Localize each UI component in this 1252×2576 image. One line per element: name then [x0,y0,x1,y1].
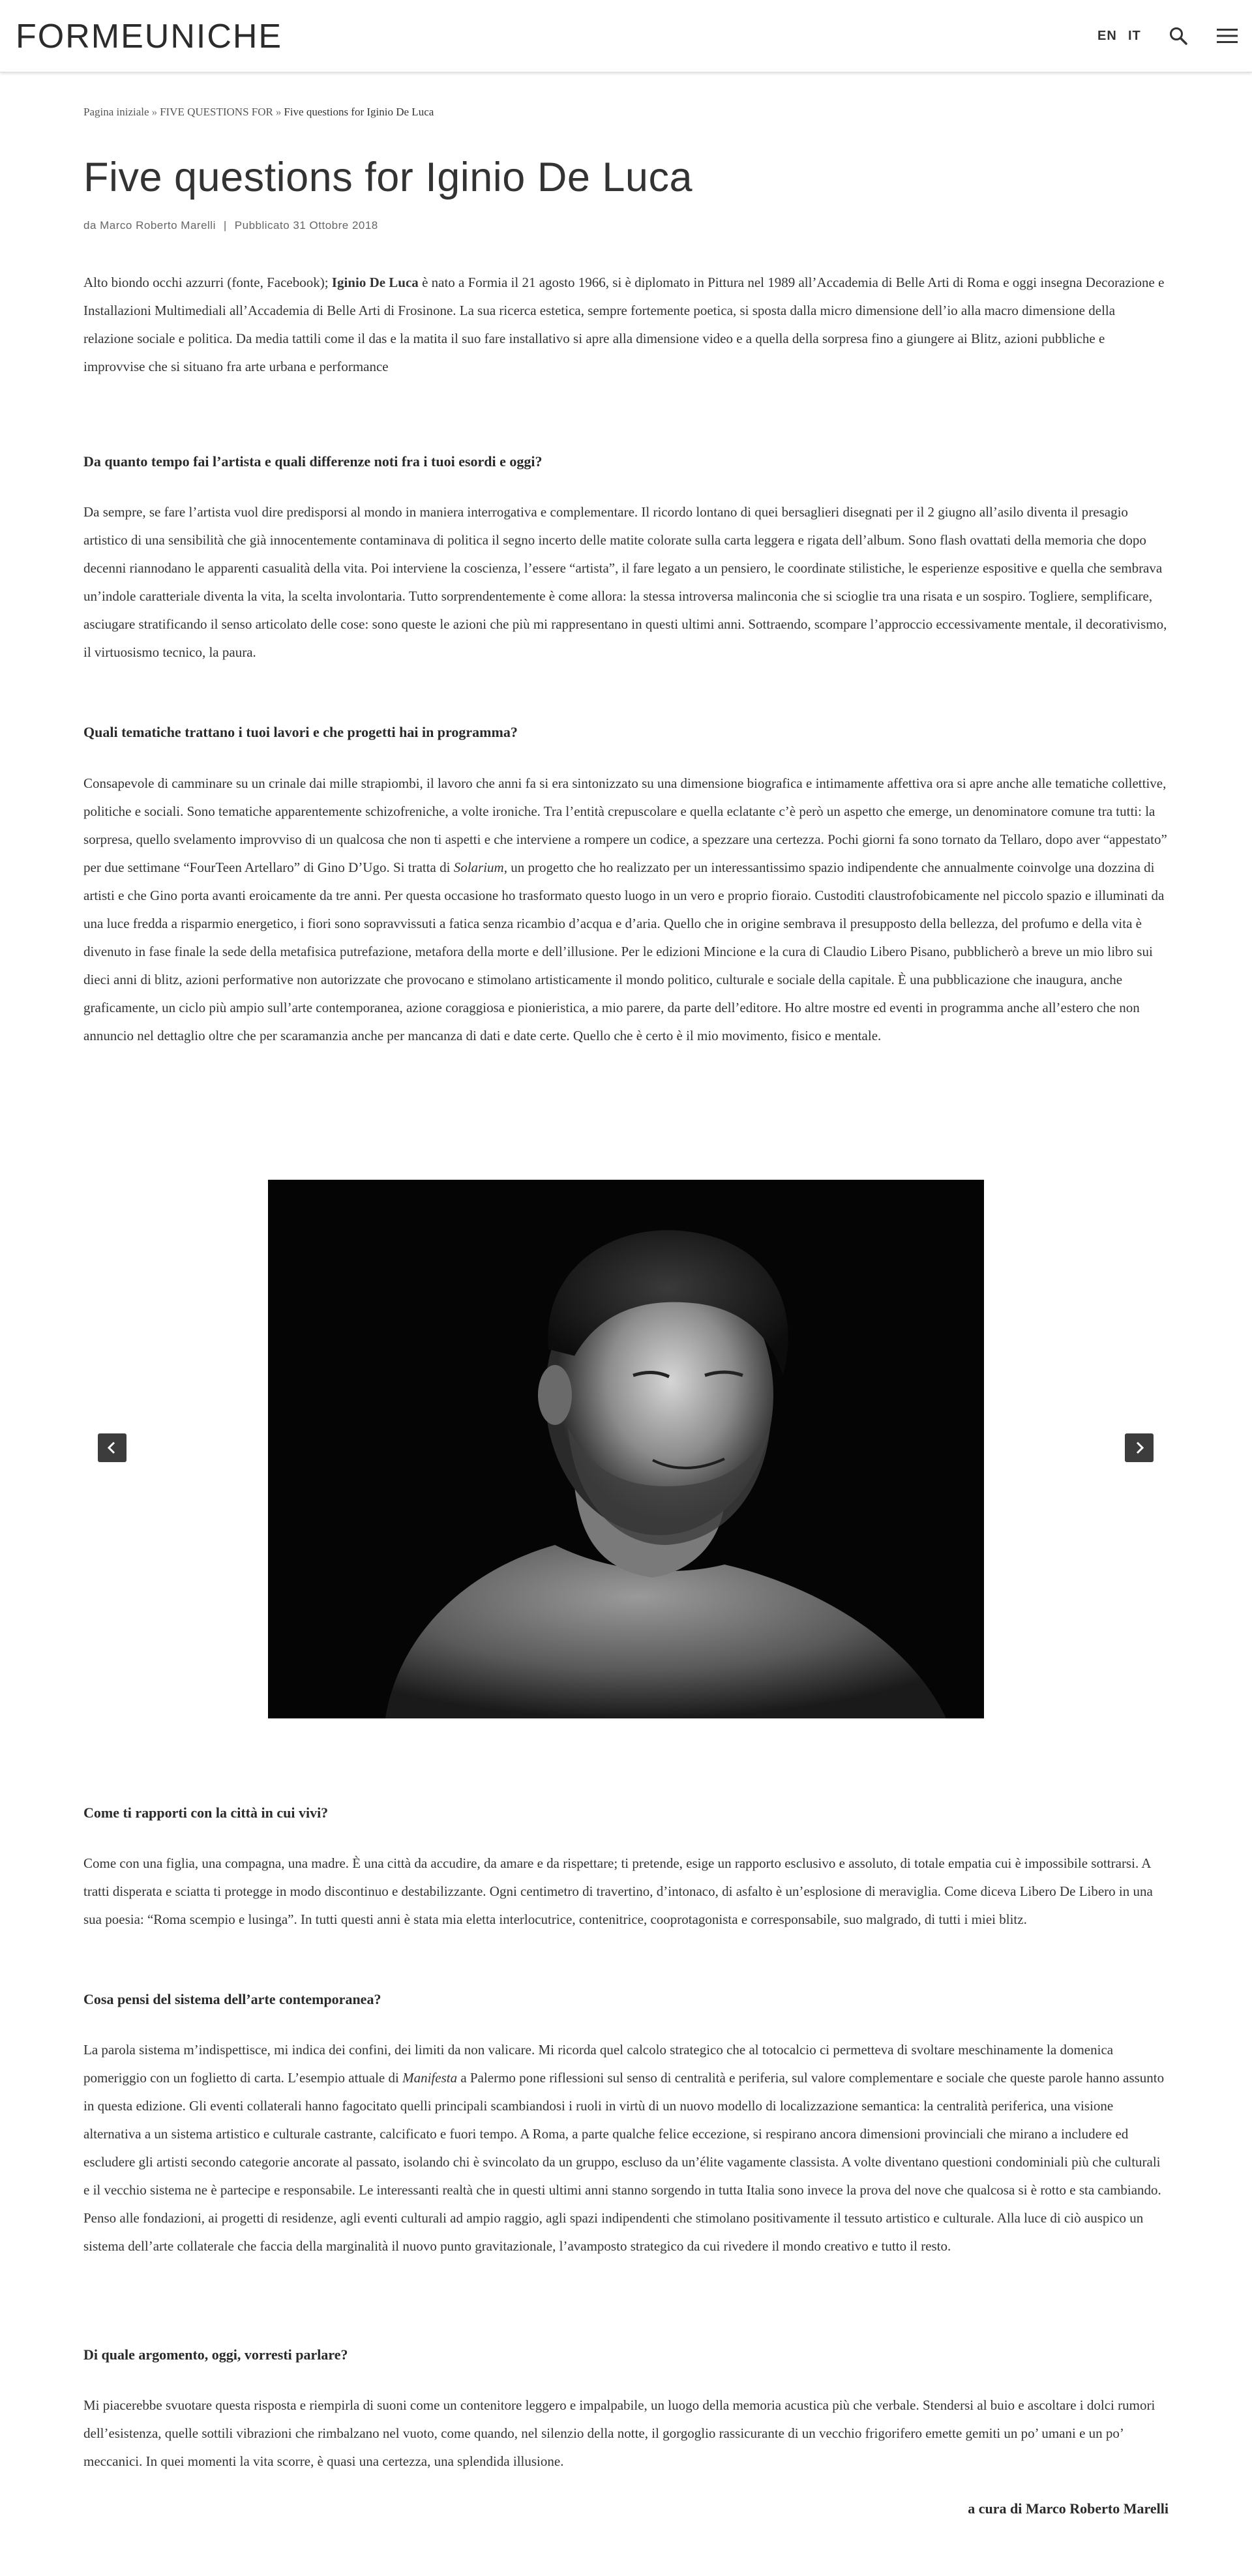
breadcrumb-separator: » [151,106,158,118]
event-title: Manifesta [402,2070,458,2086]
breadcrumb-home-link[interactable]: Pagina iniziale [83,106,149,118]
lang-en-link[interactable]: EN [1097,29,1117,43]
article-date: Pubblicato 31 Ottobre 2018 [234,219,378,232]
breadcrumb-separator: » [275,106,282,118]
article-intro [83,269,1169,381]
intro-text: è nato a Formia il 21 agosto 1966, si è diplomato in Pittura nel 1989 all’Accademia di Belle Arti di Roma e oggi insegna Decorazione e Installazioni Multimediali all’Accademia di Belle Arti di Frosinone. La sua ricerca estetica, sempre fortemente poetica, si sposta dalla micro dimensione dell’io alla macro dimensione della relazione sociale e politica. Da media tattili come il das e la matita il suo fare installativo si apre alla dimensione video e a quella della sorpresa fino a giungere ai Blitz, azioni pubbliche e improvvise che si situano fra arte urbana e performance [83,275,1165,374]
breadcrumb [83,106,434,119]
meta-divider: | [223,219,227,232]
answer-paragraph: Mi piacerebbe svuotare questa risposta e riempirla di suoni come un contenitore leggero e impalpabile, un luogo della memoria acustica più che verbale. Stendersi al buio e ascoltare i dolci rumori dell’esistenza, quelle sottili vibrazioni che rimbalzano nel vuoto, come quando, nel silenzio della notte, il gorgoglio rassicurante di un vecchio frigorifero emette gemiti un po’ umani e un po’ meccanici. In quei momenti la vita scorre, è quasi una certezza, una splendida illusione. [83,2397,1155,2469]
site-header [0,0,1252,72]
answer-text: a Palermo pone riflessioni sul senso di centralità e periferia, sul valore complementare e sociale che queste parole hanno assunto in questa edizione. Gli eventi collaterali hanno fagocitato quelli principali scambiandosi i ruoli in virtù di un nuovo modello di localizzazione semantica: la centralità periferica, una visione alternativa a un sistema artistico e culturale castrante, calcificato e fuori tempo. A Roma, a parte qualche felice eccezione, si respirano ancora dimensioni provinciali che mirano a includere ed escludere gli artisti secondo categorie ancorate al passato, isolando chi è svincolato da un gruppo, escluso da un’élite vagamente classista. A volte diventano questioni condominiali più che culturali e il vecchio sistema ne è partecipe e responsabile. Le interessanti realtà che in questi ultimi anni stanno sorgendo in tutta Italia sono invece la prova del nove che qualcosa si è rotto e sta cambiando. Penso alle fondazioni, ai progetti di residenze, agli eventi culturali ad ampio raggio, agli spazi indipendenti che stimolano positivamente il tessuto artistico e culturale. Alla luce di ciò auspico un sistema dell’arte collaterale che faccia della marginalità il nuovo punto gravitazionale, l’avamposto strategico da cui rivedere il mondo creativo e tutto il resto. [83,2070,1165,2254]
breadcrumb-current: Five questions for Iginio De Luca [284,106,434,118]
question-heading: Quali tematiche trattano i tuoi lavori e che progetti hai in programma? [83,724,518,740]
article-signature: a cura di Marco Roberto Marelli [968,2500,1169,2517]
article-meta [83,219,378,232]
question-heading: Da quanto tempo fai l’artista e quali differenze noti fra i tuoi esordi e oggi? [83,453,543,470]
answer-text: Consapevole di camminare su un crinale dai mille strapiombi, il lavoro che anni fa si era sintonizzato su una dimensione biografica e intimamente affettiva ora si apre anche alle tematiche collettive, politiche e sociali. Sono tematiche apparentemente schizofreniche, a volte ironiche. Tra l’entità crepuscolare e quella eclatante c’è però un aspetto che emerge, un denominatore comune tra tutti: la sorpresa, quello svelamento improvviso di un qualcosa che non ti aspetti e che interviene a rompere un codice, a spezzare una certezza. Pochi giorni fa sono tornato da Tellaro, dopo aver “appestato” per due settimane “FourTeen Artellaro” di Gino D’Ugo. Si tratta di [83,775,1167,875]
project-title: Solarium [453,860,504,875]
gallery-next-button[interactable] [1125,1433,1154,1462]
answer-paragraph: Da sempre, se fare l’artista vuol dire predisporsi al mondo in maniera interrogativa e complementare. Il ricordo lontano di quei bersaglieri disegnati per il 2 giugno all’asilo diventa il presagio artistico di una sensibilità che già innocentemente contaminava di politica il segno incerto delle matite colorate sulla carta leggera e rigata dell’album. Sono flash ovattati della memoria che dopo decenni riannodano le apparenti casualità della vita. Poi interviene la coscienza, l’essere “artista”, il fare legato a un pensiero, le coordinate stilistiche, le esperienze espositive e quella che sembrava un’indole caratteriale diventa la vita, la scelta involontaria. Tutto sorprendentemente è come allora: la stessa introversa malinconia che si scioglie tra una risata e un sospiro. Togliere, semplificare, asciugare stratificando il senso articolato delle cose: sono queste le azioni che più mi rappresentano in questi ultimi anni. Sottraendo, scompare l’approccio eccessivamente mentale, il decorativismo, il virtuosismo tecnico, la paura. [83,504,1167,660]
answer-paragraph: Come con una figlia, una compagna, una madre. È una città da accudire, da amare e da rispettare; ti pretende, esige un rapporto esclusivo e assoluto, di totale empatia cui è impossibile sottrarsi. A tratti disperata e sciatta ti protegge in modo discontinuo e destabilizzante. Ogni centimetro di travertino, d’intonaco, di asfalto è un’esplosione di meraviglia. Come diceva Libero De Libero in una sua poesia: “Roma scempio e lusinga”. In tutti questi anni è stata mia eletta interlocutrice, contenitrice, cooprotagonista e corresponsabile, suo malgrado, di tutti i miei blitz. [83,1855,1153,1927]
question-heading: Come ti rapporti con la città in cui vivi? [83,1805,329,1821]
site-logo[interactable]: FORMEUNICHE [16,18,283,55]
search-icon[interactable] [1169,26,1188,46]
question-heading: Di quale argomento, oggi, vorresti parlare? [83,2346,348,2363]
article-title: Five questions for Iginio De Luca [83,155,693,200]
menu-icon[interactable] [1215,26,1239,46]
answer-paragraph [83,770,1169,1050]
chevron-right-icon [1133,1441,1146,1455]
gallery-prev-button[interactable] [98,1433,127,1462]
breadcrumb-section-link[interactable]: FIVE QUESTIONS FOR [160,106,273,118]
question-heading: Cosa pensi del sistema dell’arte contemporanea? [83,1991,381,2007]
answer-text: , un progetto che ho realizzato per un interessantissimo spazio indipendente che annualmente coinvolge una dozzina di artisti e che Gino porta avanti eroicamente da tre anni. Per questa occasione ho trasformato questo luogo in un vero e proprio fioraio. Custoditi claustrofobicamente nel piccolo spazio e illuminati da una luce fredda a risparmio energetico, i fiori sono sopravvissuti a fatica senza ricambio d’acqua e d’aria. Quello che in origine sembrava il presupposto della bellezza, del profumo e della vita è divenuto in fase finale la sede della metafisica putrefazione, metafora della morte e dell’illusione. Per le edizioni Mincione e la cura di Claudio Libero Pisano, pubblicherò a breve un mio libro sui dieci anni di blitz, azioni performative non autorizzate che provocano e stimolano artisticamente il mondo politico, culturale e sociale della capitale. È una pubblicazione che inaugura, anche graficamente, un ciclo più ampio sull’arte contemporanea, azione coraggiosa e pionieristica, a mio parere, da parte dell’editore. Ho altre mostre ed eventi in programma anche all’estero che non annuncio nel dettaglio oltre che per scaramanzia anche per mancanza di dati e date certe. Quello che è certo è il mio movimento, fisico e mentale. [83,860,1165,1043]
artist-portrait-photo [268,1180,984,1718]
artist-name: Iginio De Luca [331,275,419,290]
answer-paragraph [83,2036,1169,2260]
article-author[interactable]: da Marco Roberto Marelli [83,219,216,232]
chevron-left-icon [106,1441,119,1455]
lang-it-link[interactable]: IT [1128,29,1141,43]
intro-text: Alto biondo occhi azzurri (fonte, Facebook); [83,275,332,290]
answer-text: La parola sistema m’indispettisce, mi indica dei confini, dei limiti da non valicare. Mi ricorda quel calcolo strategico che al totocalcio ci permetteva di svoltare meschinamente la domenica pomeriggio con un foglietto di carta. L’esempio attuale di [83,2042,1114,2086]
